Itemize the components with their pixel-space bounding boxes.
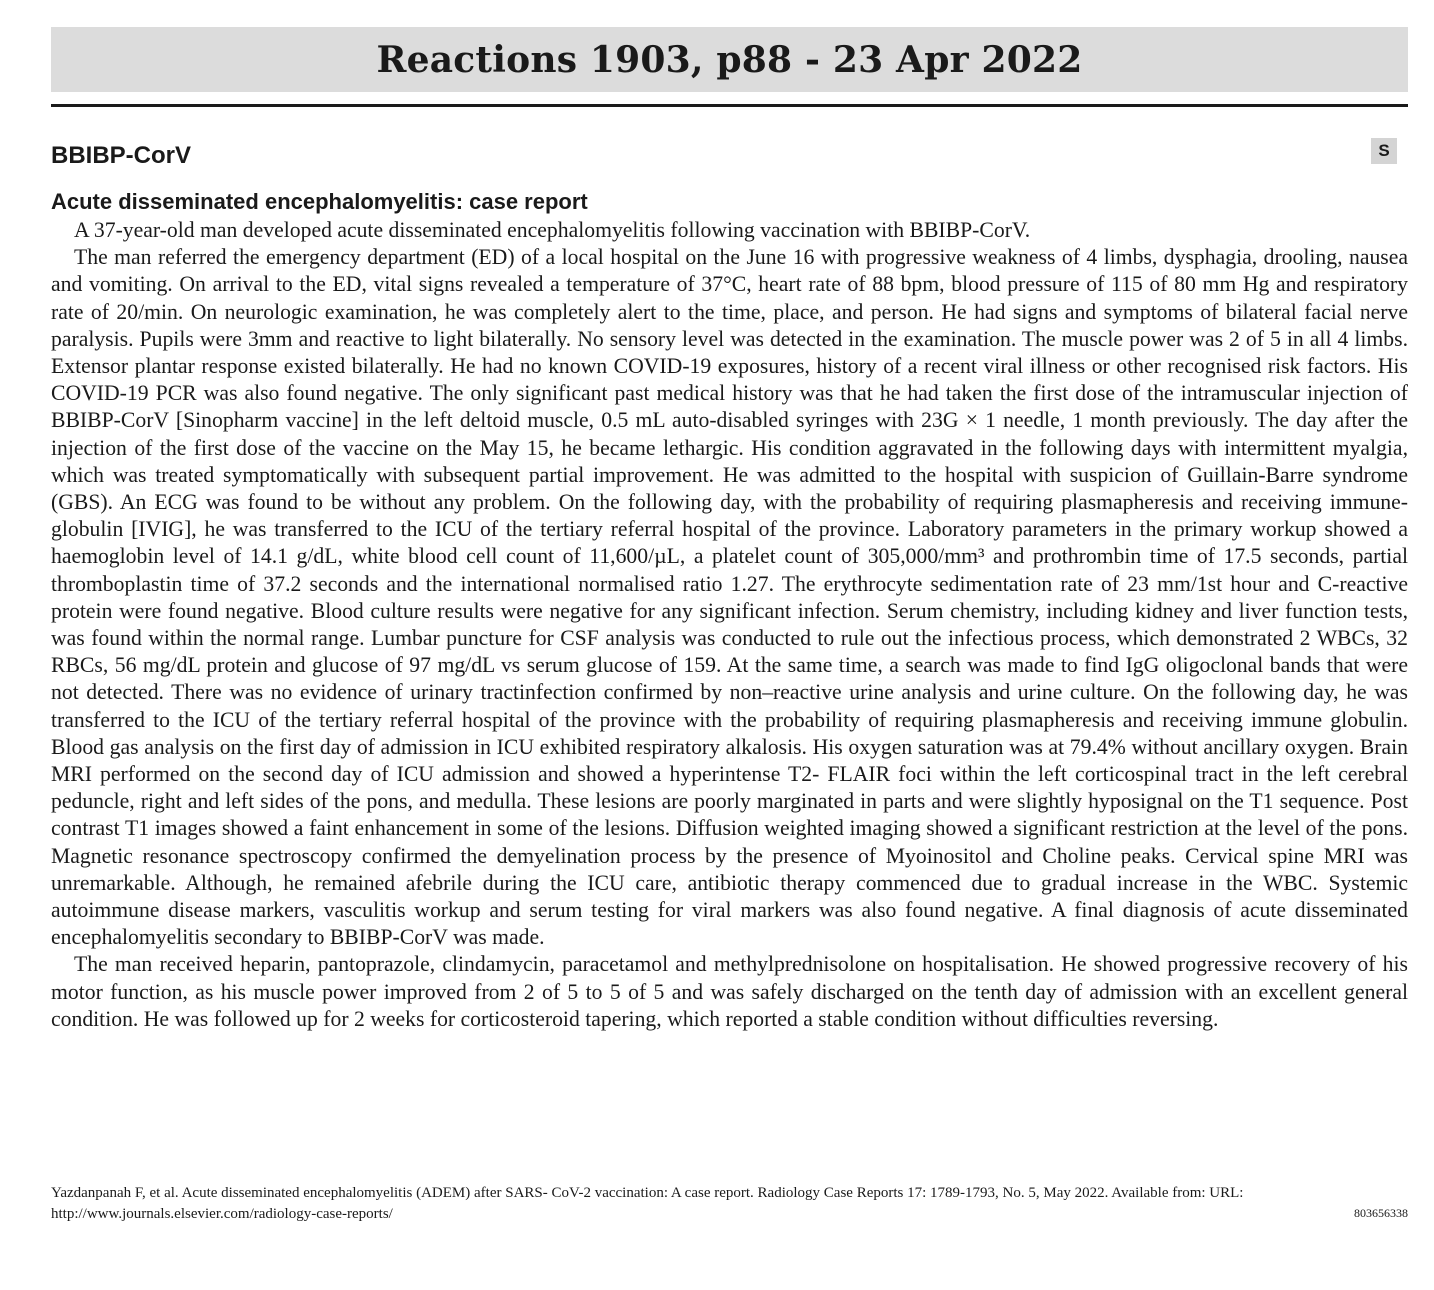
serious-badge: S [1371,138,1397,164]
article-paragraph-intro: A 37-year-old man developed acute disseminated encephalomyelitis following vaccination with BBIBP-CorV. [74,218,1031,242]
citation-id: 803656338 [1354,1206,1408,1220]
article-paragraph-case: The man referred the emergency department (ED) of a local hospital on the June 16 with progressive weakness of 4 limbs, dysphagia, drooling, nausea and vomiting. On arrival to the ED, vital signs revealed a temperature of 37°C, heart rate of 88 bpm, blood pressure of 115 of 80 mm Hg and respiratory rate of 20/min. On neurologic examination, he was completely alert to the time, place, and person. He had signs and symptoms of bilateral facial nerve paralysis. Pupils were 3mm and reactive to light bilaterally. No sensory level was detected in the examination. The muscle power was 2 of 5 in all 4 limbs. Extensor plantar response existed bilaterally. He had no known COVID-19 exposures, history of a recent viral illness or other recognised risk factors. His COVID-19 PCR was also found negative. The only significant past medical history was that he had taken the first dose of the intramuscular injection of BBIBP-CorV [Sinopharm vaccine] in the left deltoid muscle, 0.5 mL auto-disabled syringes with 23G × 1 needle, 1 month previously. The day after the injection of the first dose of the vaccine on the May 15, he became lethargic. His condition aggravated in the following days with intermittent myalgia, which was treated symptomatically with subsequent partial improvement. He was admitted to the hospital with suspicion of Guillain-Barre syndrome (GBS). An ECG was found to be without any problem. On the following day, with the probability of requiring plasmapheresis and receiving immune-globulin [IVIG], he was transferred to the ICU of the tertiary referral hospital of the province. Laboratory parameters in the primary workup showed a haemoglobin level of 14.1 g/dL, white blood cell count of 11,600/µL, a platelet count of 305,000/mm³ and prothrombin time of 17.5 seconds, partial thromboplastin time of 37.2 seconds and the international normalised ratio 1.27. The erythrocyte sedimentation rate of 23 mm/1st hour and C-reactive protein were found negative. Blood culture results were negative for any significant infection. Serum chemistry, including kidney and liver function tests, was found within the normal range. Lumbar puncture for CSF analysis was conducted to rule out the infectious process, which demonstrated 2 WBCs, 32 RBCs, 56 mg/dL protein and glucose of 97 mg/dL vs serum glucose of 159. At the same time, a search was made to find IgG oligoclonal bands that were not detected. There was no evidence of urinary tractinfection confirmed by non–reactive urine analysis and urine culture. On the following day, he was transferred to the ICU of the tertiary referral hospital of the province with the probability of requiring plasmapheresis and receiving immune globulin. Blood gas analysis on the first day of admission in ICU exhibited respiratory alkalosis. His oxygen saturation was at 79.4% without ancillary oxygen. Brain MRI performed on the second day of ICU admission and showed a hyperintense T2- FLAIR foci within the left corticospinal tract in the left cerebral peduncle, right and left sides of the pons, and medulla. These lesions are poorly marginated in parts and were slightly hyposignal on the T1 sequence. Post contrast T1 images showed a faint enhancement in some of the lesions. Diffusion weighted imaging showed a significant restriction at the level of the pons. Magnetic resonance spectroscopy confirmed the demyelination process by the presence of Myoinositol and Choline peaks. Cervical spine MRI was unremarkable. Although, he remained afebrile during the ICU care, antibiotic therapy commenced due to gradual increase in the WBC. Systemic autoimmune disease markers, vasculitis workup and serum testing for viral markers was also found negative. A final diagnosis of acute disseminated encephalomyelitis secondary to BBIBP-CorV was made. [51,245,1408,950]
article-paragraph-outcome: The man received heparin, pantoprazole, clindamycin, paracetamol and methylprednisolone on hospitalisation. He showed progressive recovery of his motor function, as his muscle power improved from 2 of 5 to 5 of 5 and was safely discharged on the tenth day of admission with an excellent general condition. He was followed up for 2 weeks for corticosteroid tapering, which reported a stable condition without difficulties reversing. [51,952,1408,1031]
journal-header-title: Reactions 1903, p88 - 23 Apr 2022 [376,38,1083,81]
header-divider [51,104,1408,107]
journal-header-band [51,27,1408,92]
article-body [51,217,1408,1033]
drug-name: BBIBP-CorV [51,142,192,169]
citation: Yazdanpanah F, et al. Acute disseminated encephalomyelitis (ADEM) after SARS- CoV-2 vaccination: A case report. Radiology Case Reports 17: 1789-1793, No. 5, May 2022. Available from: URL: http://www.journals.elsevier.com/radiology-case-reports/ [51,1185,1244,1222]
article-heading: Acute disseminated encephalomyelitis: case report [51,189,588,214]
